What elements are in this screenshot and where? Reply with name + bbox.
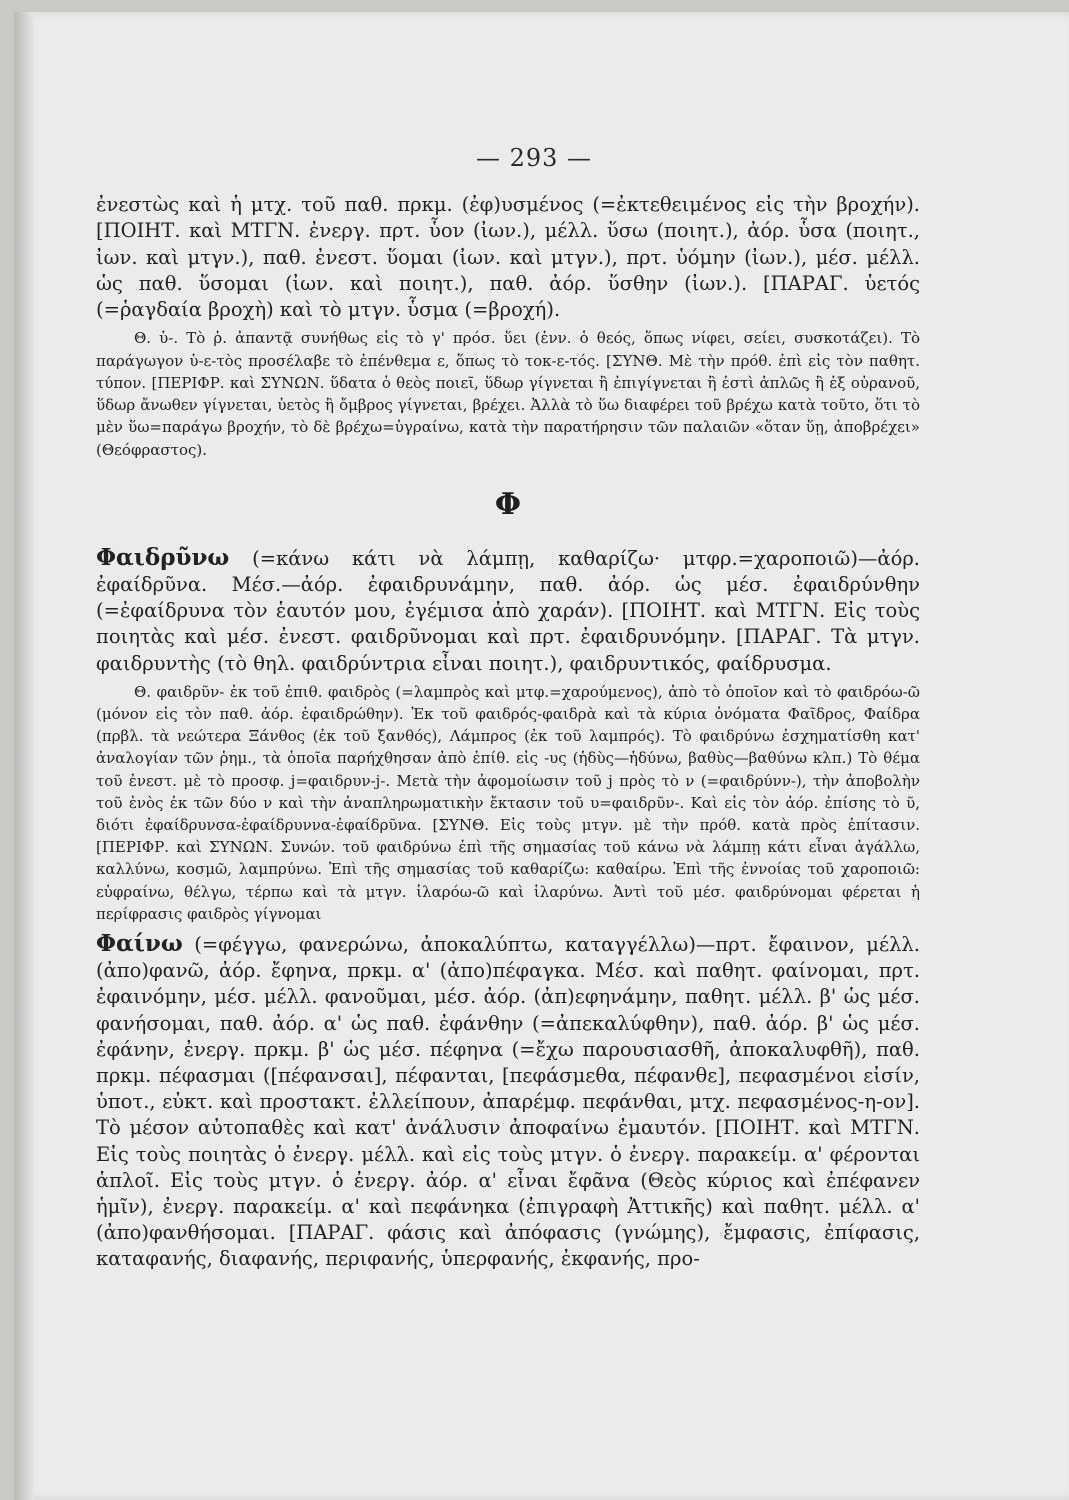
book-page <box>14 12 1069 1500</box>
entry-headword: Φαίνω <box>96 929 183 957</box>
entry-headword: Φαιδρῦνω <box>96 543 230 571</box>
continuation-entry-text: ἐνεστὼς καὶ ἡ μτχ. τοῦ παθ. πρκμ. (ἐφ)υσμένος (=ἐκτεθειμένος εἰς τὴν βροχήν). [ΠΟΙΗΤ. καὶ ΜΤΓΝ. ἐνεργ. πρτ. ὗον (ἰων.), μέλλ. ὕσω (ποιητ.), ἀόρ. ὗσα (ποιητ., ἰων. καὶ μτγν.), παθ. ἐνεστ. ὕομαι (ἰων. καὶ μτγν.), πρτ. ὑόμην (ἰων.), μέσ. μέλλ. ὡς παθ. ὕσομαι (ἰων. καὶ ποιητ.), παθ. ἀόρ. ὕσθην (ἰων.). [ΠΑΡΑΓ. ὑετός (=ῥαγδαία βροχὴ) καὶ τὸ μτγν. ὗσμα (=βροχή). <box>96 193 920 322</box>
page-number: — 293 — <box>475 144 593 172</box>
entry-etymology: Θ. φαιδρῦν- ἐκ τοῦ ἐπιθ. φαιδρὸς (=λαμπρὸς καὶ μτφ.=χαρούμενος), ἀπὸ τὸ ὁποῖον καὶ τὸ φαιδρόω-ῶ (μόνον εἰς τὸν παθ. ἀόρ. ἐφαιδρώθην). Ἐκ τοῦ φαιδρός-φαιδρὰ καὶ τὰ κύρια ὀνόματα Φαῖδρος, Φαίδρα (πρβλ. τὰ νεώτερα Ξάνθος (ἐκ τοῦ ξανθός), Λάμπρος (ἐκ τοῦ λαμπρός). Τὸ φαιδρύνω ἐσχηματίσθη κατ' ἀναλογίαν τῶν ῥημ., τὰ ὁποῖα παρήχθησαν ἀπὸ ἐπίθ. εἰς -υς (ἡδὺς—ἡδύνω, βαθὺς—βαθύνω κλπ.) Τὸ θέμα τοῦ ἐνεστ. μὲ τὸ προσφ. j=φαιδρυν-j-. Μετὰ τὴν ἀφομοίωσιν τοῦ j πρὸς τὸ ν (=φαιδρύνν-), τὴν ἀποβολὴν τοῦ ἑνὸς ἐκ τῶν δύο ν καὶ τὴν ἀναπληρωματικὴν ἔκτασιν τοῦ υ=φαιδρῦν-. Καὶ εἰς τὸν ἀόρ. ἐπίσης τὸ ῦ, διότι ἐφαίδρυνσα-ἐφαίδρυννα-ἐφαίδρῦνα. [ΣΥΝΘ. Εἰς τοὺς μτγν. μὲ τὴν πρόθ. κατὰ πρὸς ἐπίτασιν. [ΠΕΡΙΦΡ. καὶ ΣΥΝΩΝ. Συνών. τοῦ φαιδρύνω ἐπὶ τῆς σημασίας τοῦ κάνω νὰ λάμπῃ κάτι εἶναι ἀγάλλω, καλλύνω, κοσμῶ, λαμπρύνω. Ἐπὶ τῆς σημασίας τοῦ καθαρίζω: καθαίρω. Ἐπὶ τῆς ἐννοίας τοῦ χαροποιῶ: εὐφραίνω, θέλγω, τέρπω καὶ τὰ μτγν. ἱλαρόω-ῶ καὶ ἱλαρύνω. Ἀντὶ τοῦ μέσ. φαιδρύνομαι φέρεται ἡ περίφρασις φαιδρὸς γίγνομαι <box>96 682 920 923</box>
continuation-etymology: Θ. ὑ-. Τὸ ῥ. ἀπαντᾷ συνήθως εἰς τὸ γ' πρόσ. ὕει (ἐνν. ὁ θεός, ὅπως νίφει, σείει, συσκοτάζει). Τὸ παράγωγον ὑ-ε-τὸς προσέλαβε τὸ ἐπένθεμα ε, ὅπως τὸ τοκ-ε-τός. [ΣΥΝΘ. Μὲ τὴν πρόθ. ἐπὶ εἰς τὸν παθητ. τύπον. [ΠΕΡΙΦΡ. καὶ ΣΥΝΩΝ. ὕδατα ὁ θεὸς ποιεῖ, ὕδωρ γίγνεται ἢ ἐπιγίγνεται ἢ ἐστὶ ἁπλῶς ἢ ἐξ οὐρανοῦ, ὕδωρ ἄνωθεν γίγνεται, ὑετὸς ἢ ὄμβρος γίγνεται, βρέχει. Ἀλλὰ τὸ ὕω διαφέρει τοῦ βρέχω κατὰ τοῦτο, ὅτι τὸ μὲν ὕω=παράγω βροχήν, τὸ δὲ βρέχω=ὑγραίνω, κατὰ τὴν παρατήρησιν τῶν παλαιῶν «ὅταν ὕῃ, ἀποβρέχει» (Θεόφραστος). <box>96 329 920 459</box>
entry-text: (=φέγγω, φανερώνω, ἀποκαλύπτω, καταγγέλλω)—πρτ. ἔφαινον, μέλλ. (ἀπο)φανῶ, ἀόρ. ἔφηνα, πρκμ. α' (ἀπο)πέφαγκα. Μέσ. καὶ παθητ. φαίνομαι, πρτ. ἐφαινόμην, μέσ. μέλλ. φανοῦμαι, μέσ. ἀόρ. (ἀπ)εφηνάμην, παθητ. μέλλ. β' ὡς μέσ. φανήσομαι, παθ. ἀόρ. α' ὡς παθ. ἐφάνθην (=ἀπεκαλύφθην), παθ. ἀόρ. β' ὡς μέσ. ἐφάνην, ἐνεργ. πρκμ. β' ὡς μέσ. πέφηνα (=ἔχω παρουσιασθῆ, ἀποκαλυφθῆ), παθ. πρκμ. πέφασμαι ([πέφανσαι], πέφανται, [πεφάσμεθα, πέφανθε], πεφασμένοι εἰσίν, ὑποτ., εὐκτ. καὶ προστακτ. ἐλλείπουν, ἀπαρέμφ. πεφάνθαι, μτχ. πεφασμένος-η-ον]. Τὸ μέσον αὐτοπαθὲς καὶ κατ' ἀνάλυσιν ἀποφαίνω ἐμαυτόν. [ΠΟΙΗΤ. καὶ ΜΤΓΝ. Εἰς τοὺς ποιητὰς ὁ ἐνεργ. μέλλ. καὶ εἰς τοὺς μτγν. ὁ ἐνεργ. παρακείμ. α' φέρονται ἁπλοῖ. Εἰς τοὺς μτγν. ὁ ἐνεργ. ἀόρ. α' εἶναι ἔφᾶνα (Θεὸς κύριος καὶ ἐπέφανεν ἡμῖν), ἐνεργ. παρακείμ. α' καὶ πεφάνηκα (ἐπιγραφὴ Ἀττικῆς) καὶ παθητ. μέλλ. α' (ἀπο)φανθήσομαι. [ΠΑΡΑΓ. φάσις καὶ ἀπόφασις (γνώμης), ἔμφασις, ἐπίφασις, καταφανής, διαφανής, περιφανής, ὑπερφανής, ἐκφανής, προ- <box>96 932 920 1271</box>
page-binding-shadow <box>14 12 34 1500</box>
section-letter: Φ <box>494 486 522 522</box>
dictionary-entry <box>96 931 920 1273</box>
page-content <box>96 192 920 1273</box>
entry-text: (=κάνω κάτι νὰ λάμπῃ, καθαρίζω· μτφρ.=χαροποιῶ)—ἀόρ. ἐφαίδρῦνα. Μέσ.—ἀόρ. ἐφαιδρυνάμην, παθ. ἀόρ. ὡς μέσ. ἐφαιδρύνθην (=ἐφαίδρυνα τὸν ἑαυτόν μου, ἐγέμισα ἀπὸ χαράν). [ΠΟΙΗΤ. καὶ ΜΤΓΝ. Εἰς τοὺς ποιητὰς καὶ μέσ. ἐνεστ. φαιδρῦνομαι καὶ πρτ. ἐφαιδρυνόμην. [ΠΑΡΑΓ. Τὰ μτγν. φαιδρυντὴς (τὸ θηλ. φαιδρύντρια εἶναι ποιητ.), φαιδρυντικός, φαίδρυσμα. <box>96 546 920 675</box>
dictionary-entry <box>96 545 920 677</box>
